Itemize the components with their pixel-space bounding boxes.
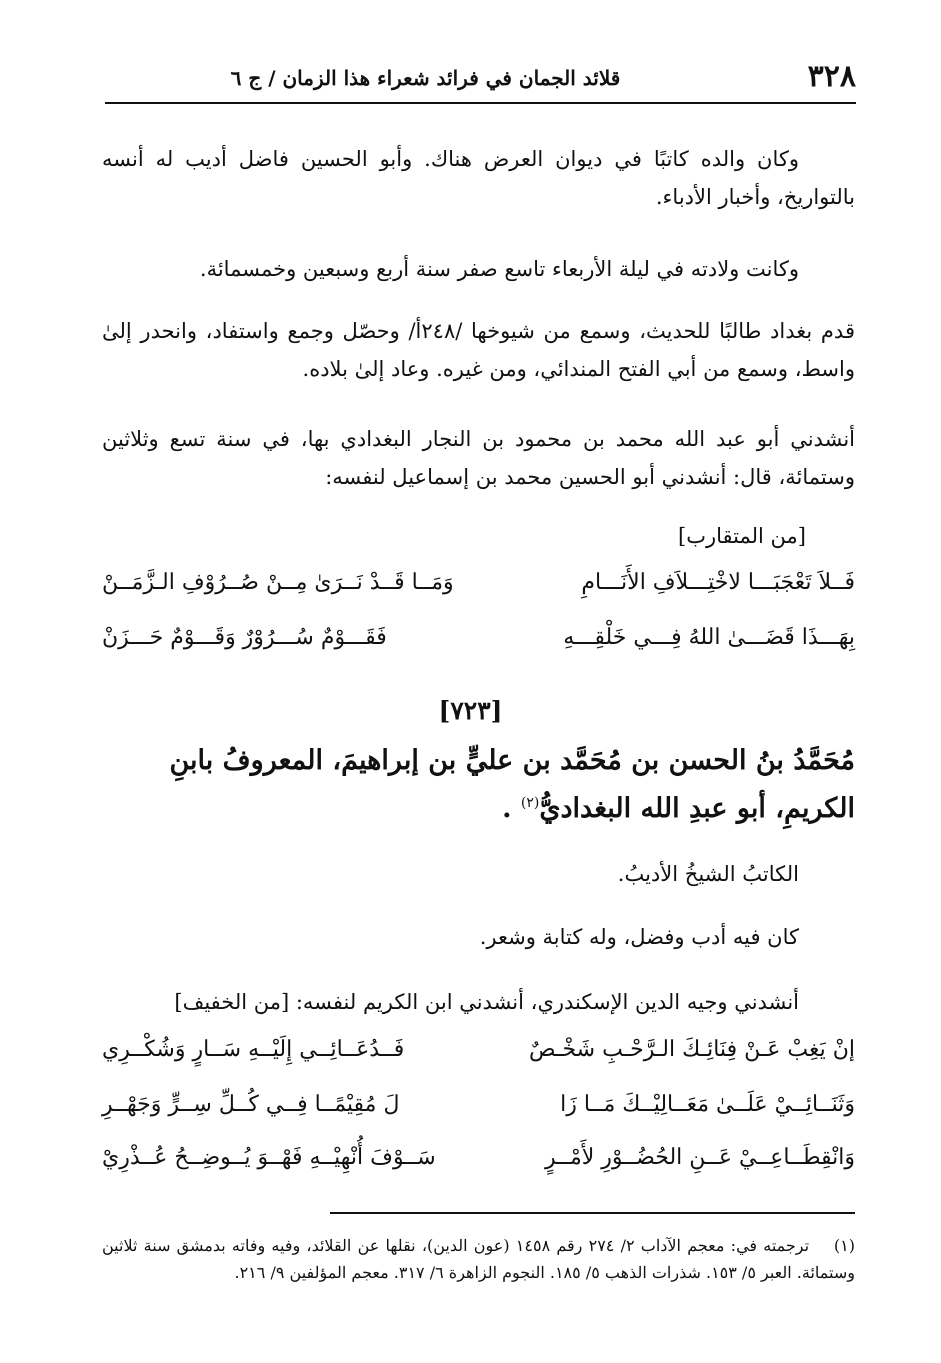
entry-title [102,740,855,830]
hemistich-first: وَانْقِطَــاعِــيْ عَــنِ الحُضُــوْرِ لأَمْــرٍ [544,1145,855,1170]
footnote [102,1232,855,1286]
paragraph-narration-2: أنشدني وجيه الدين الإسكندري، أنشدني ابن الكريم لنفسه: [من الخفيف] [174,990,799,1014]
poem1-verse [102,618,855,658]
paragraph-merits: كان فيه أدب وفضل، وله كتابة وشعر. [479,925,799,949]
paragraph-narration: أنشدني أبو عبد الله محمد بن محمود بن النجار البغدادي بها، في سنة تسع وثلاثين وستمائة، قال: أنشدني أبو الحسين محمد بن إسماعيل لنفسه: [102,427,855,489]
hemistich-first: فَــلاَ تَعْجَبَـــا لاخْتِـــلاَفِ الأَنَـــامِ [581,570,855,595]
paragraph-father: وكان والده كاتبًا في ديوان العرض هناك. وأبو الحسين فاضل أديب له أنسه بالتواريخ، وأخبار الأدباء. [102,147,855,209]
running-title: قلائد الجمان في فرائد شعراء هذا الزمان / ج ٦ [230,66,621,90]
hemistich-first: وَثَنَــائِــيْ عَلَــىٰ مَعَــالِيْــكَ مَــا زَا [560,1092,855,1117]
entry-title-line2 [102,782,855,830]
hemistich-second: فَقَـــوْمٌ سُـــرُوْرٌ وَقَـــوْمٌ حَـــزَنْ [102,625,387,650]
entry-title-line1: مُحَمَّدُ بنُ الحسن بن مُحَمَّد بن عليٍّ بن إبراهيمَ، المعروفُ بابنِ [169,745,855,776]
page-number: ٣٢٨ [807,59,856,94]
footnote-rule [330,1212,855,1214]
paragraph-birth: وكانت ولادته في ليلة الأربعاء تاسع صفر سنة أربع وسبعين وخمسمائة. [199,257,799,281]
page-header [105,58,856,98]
meter-label: [من المتقارب] [678,524,806,548]
entry-title-line2-text: الكريمِ، أبو عبدِ الله البغداديُّ [539,793,855,824]
hemistich-first: إنْ يَغِبْ عَـنْ فِنَائِـكَ الـرَّحْـبِ شَخْـصٌ [529,1037,855,1062]
entry-number: [٧٢٣] [438,696,503,725]
poem2-verse [102,1030,855,1070]
hemistich-second: لَ مُقِيْمًــا فِــي كُــلِّ سِــرٍّ وَجَهْــرِ [102,1092,400,1117]
hemistich-second: وَمَــا قَــدْ نَــرَىٰ مِــنْ صُــرُوْفِ الـزَّمَــنْ [102,570,454,595]
footnote-reference: (٢) [520,795,540,811]
paragraph-travels: قدم بغداد طالبًا للحديث، وسمع من شيوخها /٢٤٨أ/ وحصّل وجمع واستفاد، وانحدر إلىٰ واسط، وسمع من أبي الفتح المندائي، ومن غيره. وعاد إلىٰ بلاده. [102,319,855,381]
entry-title-end: . [502,793,512,824]
paragraph-description: الكاتبُ الشيخُ الأديبُ. [617,862,799,886]
poem2-verse [102,1085,855,1125]
footnote-text: ترجمته في: معجم الآداب ٢/ ٢٧٤ رقم ١٤٥٨ (عون الدين)، نقلها عن القلائد، وفيه وفاته بدمشق سنة ثلاثين وستمائة. العبر ٥/ ١٥٣. شذرات الذهب ٥/ ١٨٥. النجوم الزاهرة ٦/ ٣١٧. معجم المؤلفين ٩/ ٢١٦. [102,1236,855,1282]
hemistich-second: سَــوْفَ أُنْهِيْــهِ فَهْــوَ يُــوضِــحُ عُــذْرِيْ [102,1145,436,1170]
header-rule [105,102,856,104]
poem1-verse [102,563,855,603]
hemistich-second: فَــدُعَــائِــي إِلَيْــهِ سَــارٍ وَشُكْــرِي [102,1037,405,1062]
hemistich-first: بِهَـــذَا قَضَـــىٰ اللهُ فِـــي خَلْقِـــهِ [563,625,855,650]
poem2-verse [102,1138,855,1178]
footnote-marker: (١) [833,1236,856,1255]
